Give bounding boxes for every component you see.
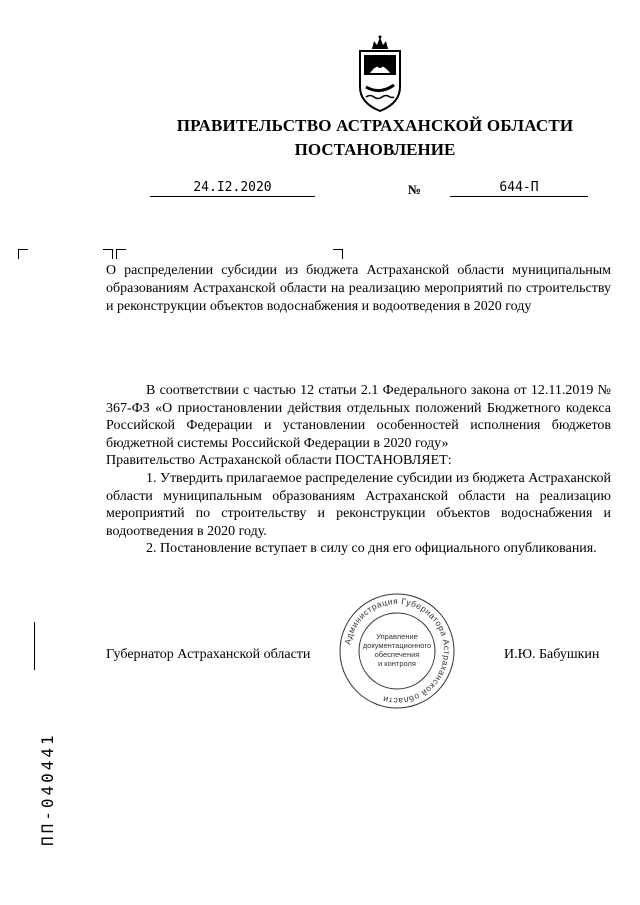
document-date: 24.I2.2020: [150, 180, 315, 197]
signatory-position: Губернатор Астраханской области: [106, 647, 311, 662]
item-2-paragraph: 2. Постановление вступает в силу со дня его официального опубликования.: [146, 541, 597, 557]
stamp-ring-text: Администрация Губернатора Астраханской области: [342, 595, 453, 707]
document-number: 644-П: [450, 180, 588, 197]
corner-mark-mid-right: [116, 249, 126, 259]
item-1-paragraph: 1. Утвердить прилагаемое распределение субсидии из бюджета Астраханской области муниципальным образованиям Астраханской области на реализацию мероприятий по строительству и реконструкции объектов водоснабжения и водоотведения в 2020 году.: [106, 470, 611, 539]
document-title: О распределении субсидии из бюджета Астраханской области муниципальным образованиям Астраханской области на реализацию мероприятий по строительству и реконструкции объектов водоснабжения и водоотведения в 2020 году: [106, 263, 611, 314]
corner-mark-top-right: [333, 249, 343, 259]
signatory-name: И.Ю. Бабушкин: [504, 647, 600, 662]
organization-heading: ПРАВИТЕЛЬСТВО АСТРАХАНСКОЙ ОБЛАСТИ: [176, 116, 574, 135]
document-body: [106, 382, 611, 558]
stamp-center-text: Управление документационного обеспечения и контроля: [362, 632, 432, 668]
official-stamp: [338, 592, 456, 710]
corner-mark-mid-left: [103, 249, 113, 259]
preamble-paragraph: В соответствии с частью 12 статьи 2.1 Федерального закона от 12.11.2019 № 367-ФЗ «О приостановлении действия отдельных положений Бюджетного кодекса Российской Федерации и установлении особенностей исполнения бюджетов бюджетной системы Российской Федерации в 2020 году»: [106, 383, 611, 451]
margin-line: [34, 622, 35, 670]
side-serial-code: ПП-040441: [38, 732, 57, 846]
number-label: №: [408, 182, 422, 197]
resolves-paragraph: Правительство Астраханской области ПОСТАНОВЛЯЕТ:: [106, 453, 452, 469]
document-type-heading: ПОСТАНОВЛЕНИЕ: [294, 140, 456, 159]
corner-mark-top-left: [18, 249, 28, 259]
coat-of-arms-icon: [350, 35, 410, 113]
